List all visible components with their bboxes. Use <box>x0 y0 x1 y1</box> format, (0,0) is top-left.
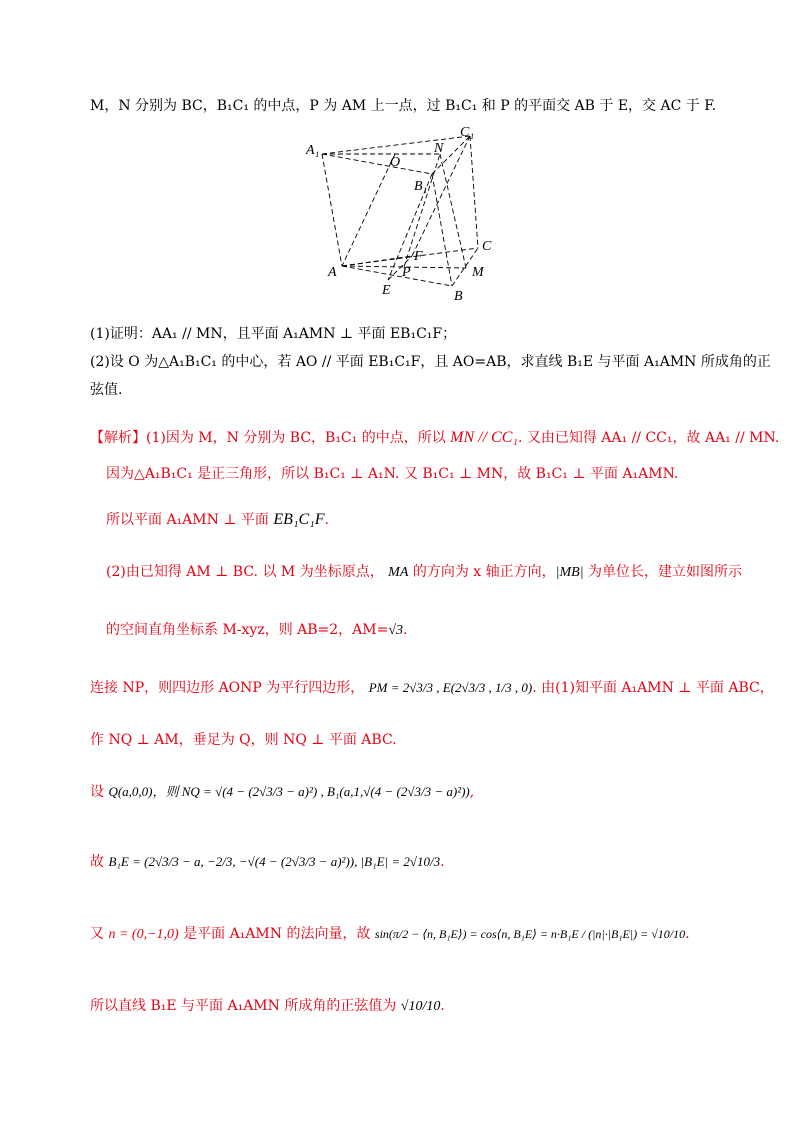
formula: sin(π/2 − ⟨n, B₁E⟩) = cos⟨n, B₁E⟩ = n·B₁E / (|n|·|B₁E|) = √10/10 <box>374 927 686 941</box>
period: . <box>403 622 408 638</box>
formula: EB₁C₁F <box>273 511 325 528</box>
formula: Q(a,0,0)，则 NQ = √(4 − (2√3/3 − a)²) , B₁(a,1,√(4 − (2√3/3 − a)²)) <box>108 784 470 799</box>
formula: PM = 2√3/3 , E(2√3/3 , 1/3 , 0) <box>368 680 533 695</box>
formula: √3 <box>388 623 404 638</box>
label-C: C <box>482 239 492 254</box>
label-E: E <box>382 283 391 298</box>
label-B1: B₁ <box>414 179 428 194</box>
solution-text: 连接 NP，则四边形 AONP 为平行四边形， <box>90 680 365 696</box>
period: . <box>440 998 445 1014</box>
solution-line-6 <box>90 678 774 698</box>
period: , <box>469 784 475 800</box>
formula: B₁E = (2√3/3 − a, −2/3, −√(4 − (2√3/3 − a)²)), |B₁E| = 2√10/3 <box>108 854 441 869</box>
solution-line-4 <box>106 562 742 583</box>
question-1: (1)证明：AA₁ // MN，且平面 A₁AMN ⊥ 平面 EB₁C₁F； <box>90 326 457 342</box>
label-C1: C₁ <box>460 125 475 140</box>
solution-text: 故 <box>90 854 104 870</box>
solution-text: (2)由已知得 AM ⊥ BC. 以 M 为坐标原点， <box>106 564 384 580</box>
solution-text: 是平面 A₁AMN 的法向量，故 <box>183 926 371 942</box>
solution-text: 【解析】(1)因为 M，N 分别为 BC，B₁C₁ 的中点，所以 <box>90 430 446 446</box>
formula: MA <box>388 565 409 580</box>
period: . <box>440 854 445 870</box>
solution-text: . 又由已知得 AA₁ // CC₁，故 AA₁ // MN. <box>517 430 780 446</box>
solution-text: 所以平面 A₁AMN ⊥ 平面 <box>106 512 269 528</box>
period: . <box>324 512 329 528</box>
formula: MN // CC₁ <box>450 429 518 446</box>
solution-text: 又 <box>90 926 104 942</box>
solution-text: 所以直线 B₁E 与平面 A₁AMN 所成角的正弦值为 <box>90 998 397 1014</box>
solution-text: 为单位长，建立如图所示 <box>583 564 742 580</box>
solution-line-7: 作 NQ ⊥ AM，垂足为 Q，则 NQ ⊥ 平面 ABC. <box>90 732 397 748</box>
prism-figure <box>300 124 520 304</box>
problem-line-1: M，N 分别为 BC，B₁C₁ 的中点，P 为 AM 上一点，过 B₁C₁ 和 P 的平面交 AB 于 E，交 AC 于 F. <box>90 98 717 114</box>
question-2: (2)设 O 为△A₁B₁C₁ 的中心，若 AO // 平面 EB₁C₁F，且 AO=AB，求直线 B₁E 与平面 A₁AMN 所成角的正 <box>90 354 771 370</box>
label-P: P <box>402 265 411 280</box>
solution-line-9 <box>90 852 445 872</box>
formula: √10/10 <box>400 999 441 1014</box>
solution-line-3 <box>106 510 329 530</box>
solution-text: . 由(1)知平面 A₁AMN ⊥ 平面 ABC， <box>532 680 774 696</box>
label-A1: A₁ <box>306 143 320 158</box>
label-M: M <box>472 265 484 280</box>
label-N: N <box>434 141 444 156</box>
solution-line-11 <box>90 996 445 1017</box>
solution-text: 的方向为 x 轴正方向， <box>408 564 556 580</box>
solution-line-1 <box>90 428 779 448</box>
label-B: B <box>454 289 463 304</box>
solution-text: 设 <box>90 784 104 800</box>
solution-line-8 <box>90 782 474 802</box>
solution-line-2: 因为△A₁B₁C₁ 是正三角形，所以 B₁C₁ ⊥ A₁N. 又 B₁C₁ ⊥ MN，故 B₁C₁ ⊥ 平面 A₁AMN. <box>106 466 679 482</box>
period: . <box>685 926 690 942</box>
label-F: F <box>414 249 423 264</box>
label-O: O <box>390 155 401 170</box>
solution-line-10 <box>90 924 690 945</box>
question-2-cont: 弦值. <box>90 382 123 398</box>
solution-text: 的空间直角坐标系 M-xyz，则 AB=2，AM= <box>106 622 389 638</box>
formula: n = (0,−1,0) <box>108 927 179 942</box>
formula: |MB| <box>555 565 584 580</box>
label-A: A <box>328 265 337 280</box>
solution-line-5 <box>106 620 408 641</box>
